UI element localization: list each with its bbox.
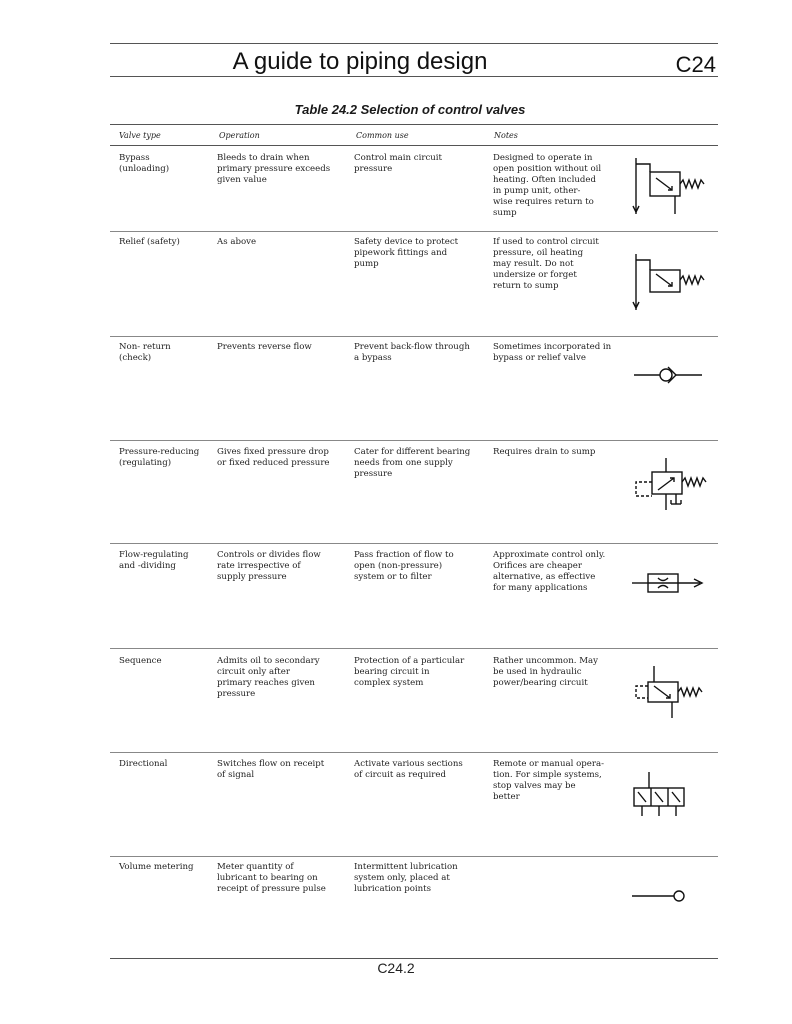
operation-cell: Gives fixed pressure drop or fixed reduced pressure [217,447,330,468]
column-header-notes: Notes [494,131,518,140]
valve-type-cell: Flow-regulating and -dividing [119,550,189,571]
row-divider [110,231,718,232]
check-valve-icon [630,360,706,390]
page-title: A guide to piping design [232,48,488,75]
table-top-rule [110,124,718,125]
volume-metering-valve-icon [630,886,690,906]
header-bottom-rule [110,76,718,77]
common-use-cell: Pass fraction of flow to open (non-pressure) system or to filter [354,550,454,582]
notes-cell: If used to control circuit pressure, oil heating may result. Do not undersize or forget return to sump [493,237,599,291]
row-divider [110,543,718,544]
header-top-rule [110,43,718,44]
common-use-cell: Intermittent lubrication system only, placed at lubrication points [354,862,458,894]
operation-cell: Admits oil to secondary circuit only after primary reaches given pressure [217,656,320,699]
operation-cell: Bleeds to drain when primary pressure exceeds given value [217,153,331,185]
valve-type-cell: Non- return (check) [119,342,171,363]
row-divider [110,648,718,649]
column-header-common-use: Common use [356,131,409,140]
valve-type-cell: Relief (safety) [119,237,180,247]
valve-type-cell: Sequence [119,656,162,666]
pressure-reducing-valve-icon [628,456,718,512]
notes-cell: Rather uncommon. May be used in hydraulic power/bearing circuit [493,656,599,688]
notes-cell: Requires drain to sump [493,447,596,457]
operation-cell: As above [217,237,257,247]
directional-valve-icon [628,770,698,820]
valve-type-cell: Bypass (unloading) [119,153,170,174]
common-use-cell: Protection of a particular bearing circuit in complex system [354,656,465,688]
row-divider [110,440,718,441]
operation-cell: Meter quantity of lubricant to bearing on receipt of pressure pulse [217,862,326,894]
notes-cell: Approximate control only. Orifices are cheaper alternative, as effective for many applications [493,550,606,593]
valve-type-cell: Volume metering [119,862,194,872]
sequence-valve-icon [628,664,718,720]
column-header-rule [110,145,718,146]
row-divider [110,752,718,753]
flow-regulating-valve-icon [630,570,706,598]
section-code: C24 [675,52,716,77]
row-divider [110,856,718,857]
column-header-operation: Operation [219,131,260,140]
notes-cell: Remote or manual opera- tion. For simple systems, stop valves may be better [493,759,605,802]
column-header-valve-type: Valve type [119,131,161,140]
common-use-cell: Cater for different bearing needs from one supply pressure [354,447,471,479]
common-use-cell: Control main circuit pressure [354,153,443,174]
common-use-cell: Safety device to protect pipework fittings and pump [354,237,459,269]
page-number: C24.2 [377,960,415,976]
operation-cell: Controls or divides flow rate irrespective of supply pressure [217,550,321,582]
row-divider [110,336,718,337]
operation-cell: Prevents reverse flow [217,342,312,352]
footer-rule [110,958,718,959]
valve-type-cell: Directional [119,759,168,769]
valve-type-cell: Pressure-reducing (regulating) [119,447,200,468]
operation-cell: Switches flow on receipt of signal [217,759,325,780]
bypass-valve-icon [628,156,714,216]
notes-cell: Designed to operate in open position without oil heating. Often included in pump unit, other- wise requires return to sump [493,153,602,218]
notes-cell: Sometimes incorporated in bypass or relief valve [493,342,612,363]
common-use-cell: Prevent back-flow through a bypass [354,342,470,363]
common-use-cell: Activate various sections of circuit as required [354,759,463,780]
table-title: Table 24.2 Selection of control valves [294,102,526,117]
relief-valve-icon [628,252,714,312]
